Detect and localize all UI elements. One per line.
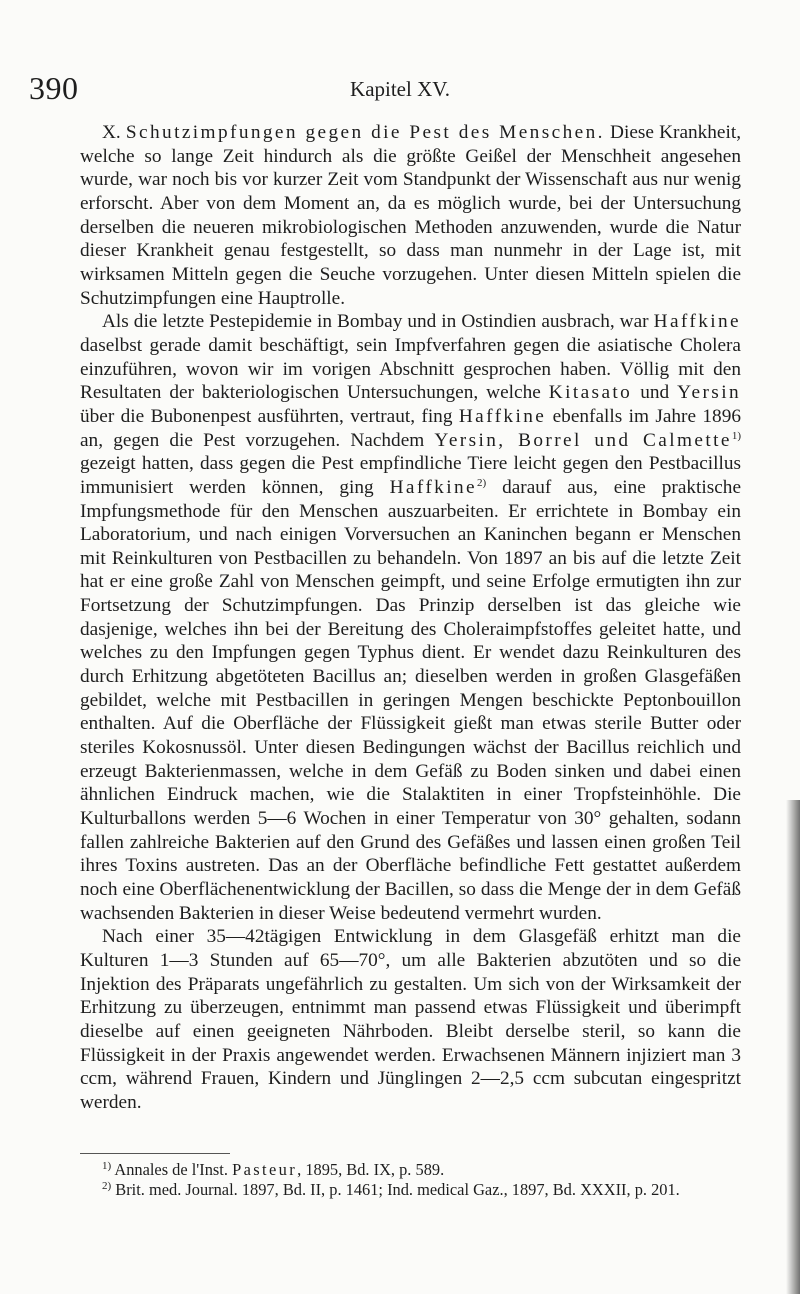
footnote-mark: 1) <box>102 1160 112 1172</box>
author-name-yersin: Yersin <box>677 382 741 404</box>
footnote-text: Annales de l'Inst. <box>114 1160 228 1179</box>
paragraph-2-text: und <box>640 382 670 404</box>
section-number: X. <box>102 122 121 143</box>
paragraph-2-text: daselbst gerade damit beschäftigt, sein Impfverfahren gegen die asiatische Cholera einzuführen, wovon wir im vorigen Abschnitt gesprochen haben. Völlig mit den Resultaten der bakteriologischen Untersuchungen, welche <box>80 334 741 404</box>
paragraph-1 <box>80 121 741 310</box>
paragraph-2-text: ebenfalls im Jahre 1896 an, gegen die Pest vorzugehen. Nachdem <box>80 405 741 451</box>
author-name-haffkine: Haffkine <box>458 405 547 427</box>
body-text <box>80 121 741 1115</box>
paragraph-2-text: gezeigt hatten, dass gegen die Pest empfindliche Tiere leicht gegen den Pestbacillus immunisiert werden können, ging <box>80 453 741 498</box>
running-head: Kapitel XV. <box>350 77 450 101</box>
paragraph-3-text: Nach einer 35—42tägigen Entwicklung in dem Glasgefäß erhitzt man die Kulturen 1—3 Stunden auf 65—70°, um alle Bakterien abzutöten und so die Injektion des Präparats ungefährlich zu gestalten. Um sich von der Wirksamkeit der Erhitzung zu überzeugen, entnimmt man passend etwas Flüssigkeit und überimpft dieselbe auf einen geeigneten Nährboden. Bleibt derselbe steril, so kann die Flüssigkeit in der Praxis angewendet werden. Erwachsenen Männern injiziert man 3 ccm, während Frauen, Kindern und Jünglingen 2—2,5 ccm subcutan eingespritzt werden. <box>80 926 741 1113</box>
footnote-2 <box>80 1180 741 1200</box>
paragraph-2-text: über die Bubonenpest ausführten, vertraut, fing <box>80 405 453 427</box>
footnote-author: Pasteur <box>232 1160 298 1179</box>
author-name-haffkine: Haffkine <box>653 311 741 333</box>
paragraph-2 <box>80 310 741 925</box>
page-number: 390 <box>29 70 79 106</box>
paragraph-2-text: darauf aus, eine praktische Impfungsmethode für den Menschen auszuarbeiten. Er errichtete in Bombay ein Laboratorium, und nach einigen Vorversuchen an Kaninchen begann er Menschen mit Reinkulturen von Pestbacillen zu behandeln. Von 1897 an bis auf die letzte Zeit hat er eine große Zahl von Menschen geimpft, und seine Erfolge ermutigten ihn zur Fortsetzung der Schutzimpfungen. Das Prinzip derselben ist das gleiche wie dasjenige, welches ihn bei der Bereitung des Choleraimpfstoffes geleitet hatte, und welches zu den Impfungen gegen Typhus dient. Er wendet dazu Reinkulturen des durch Erhitzung abgetöteten Bacillus an; dieselben werden in großen Glasgefäßen gebildet, welche mit Pestbacillen in geringen Mengen beschickte Peptonbouillon enthalten. Auf die Oberfläche der Flüssigkeit gießt man etwas sterile Butter oder steriles Kokosnussöl. Unter diesen Bedingungen wächst der Bacillus reichlich und erzeugt Bakterienmassen, welche in dem Gefäß zu Boden sinken und dabei einen ähnlichen Eindruck machen, wie die Stalaktiten in einer Tropfsteinhöhle. Die Kulturballons werden 5—6 Wochen in einer Temperatur von 30° gehalten, sodann fallen zahlreiche Bakterien auf den Grund des Gefäßes und lassen einen großen Teil ihres Toxins austreten. Das an der Oberfläche befindliche Fett gestattet außerdem noch eine Oberflächenentwicklung der Bacillen, so dass die Menge der in dem Gefäß wachsenden Bakterien in dieser Weise bedeutend vermehrt wurden. <box>80 476 742 924</box>
paragraph-1-text: Diese Krankheit, welche so lange Zeit hindurch als die größte Geißel der Menschheit angesehen wurde, war noch bis vor kurzer Zeit vom Standpunkt der Wissenschaft aus nur wenig erforscht. Aber von dem Moment an, da es möglich wurde, bei der Untersuchung derselben die neueren mikrobiologischen Methoden anzuwenden, wurde die Natur dieser Krankheit genau festgestellt, so dass man nunmehr in der Lage ist, mit wirksamen Mitteln gegen die Seuche vorzugehen. Unter diesen Mitteln spielen die Schutzimpfungen eine Hauptrolle. <box>80 122 742 309</box>
footnote-text: Brit. med. Journal. 1897, Bd. II, p. 1461; Ind. medical Gaz., 1897, Bd. XXXII, p. 201. <box>115 1179 680 1199</box>
footnote-ref-1: 1) <box>731 429 741 442</box>
author-name-haffkine: Haffkine <box>389 476 477 498</box>
footnote-ref-2: 2) <box>476 476 487 489</box>
footnotes <box>80 1160 741 1200</box>
page-header <box>0 70 800 110</box>
footnote-mark: 2) <box>102 1179 112 1192</box>
section-heading: Schutzimpfungen gegen die Pest des Menschen. <box>125 122 605 143</box>
paragraph-3 <box>80 925 741 1114</box>
author-names-yersin-borrel-calmette: Yersin, Borrel und Calmette <box>434 429 732 451</box>
footnote-rule <box>80 1153 230 1154</box>
author-name-kitasato: Kitasato <box>548 382 633 404</box>
page-edge-shadow <box>786 800 800 1294</box>
footnote-text: , 1895, Bd. IX, p. 589. <box>297 1160 445 1179</box>
footnote-1 <box>80 1160 741 1180</box>
paragraph-2-text: Als die letzte Pestepidemie in Bombay und in Ostindien ausbrach, war <box>102 311 649 333</box>
